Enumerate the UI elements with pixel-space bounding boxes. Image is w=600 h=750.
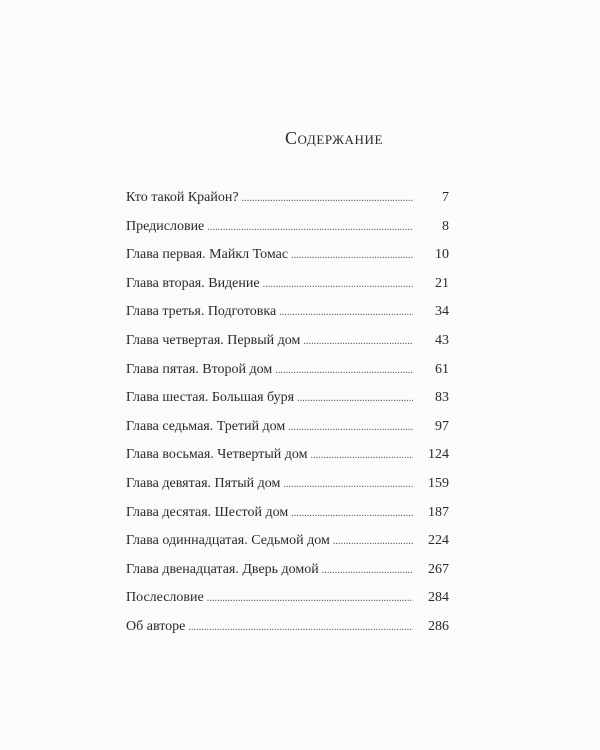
toc-entry-page: 10	[435, 247, 449, 263]
dot-leader	[310, 442, 413, 471]
toc-entry-page: 61	[435, 361, 449, 377]
toc-entry-page: 159	[428, 475, 449, 491]
toc-entry	[126, 499, 449, 528]
toc-entry	[126, 613, 449, 642]
dot-leader	[283, 471, 413, 500]
dot-leader	[333, 528, 413, 557]
toc-entry-label: Послесловие	[126, 590, 204, 606]
toc-entry	[126, 470, 449, 499]
toc-entry-label: Кто такой Крайон?	[126, 190, 239, 205]
dot-leader	[207, 585, 413, 614]
toc-entry-label: Глава четвертая. Первый дом	[126, 332, 301, 348]
toc-entry-label: Глава двенадцатая. Дверь домой	[126, 561, 319, 577]
toc-entry-label: Об авторе	[126, 618, 186, 634]
toc-entry-page: 286	[428, 618, 449, 634]
toc-entry	[126, 527, 449, 556]
toc-entry-label: Глава шестая. Большая буря	[126, 390, 295, 406]
dot-leader	[303, 328, 413, 357]
dot-leader	[279, 299, 413, 328]
toc-entry	[126, 556, 449, 585]
dot-leader	[297, 385, 413, 414]
dot-leader	[291, 242, 413, 271]
toc-entry	[126, 184, 449, 213]
toc-entry	[126, 384, 449, 413]
toc-entry	[126, 327, 449, 356]
toc-entry-page: 43	[435, 332, 449, 348]
dot-leader	[291, 500, 413, 529]
toc-entry-page: 8	[442, 218, 449, 234]
toc-entry-page: 21	[435, 275, 449, 291]
toc-entry-page: 284	[428, 590, 449, 606]
toc-entry-page: 34	[435, 304, 449, 320]
dot-leader	[275, 357, 413, 386]
toc-entry-label: Глава девятая. Пятый дом	[126, 475, 281, 491]
toc-entry	[126, 584, 449, 613]
toc-entry-label: Глава восьмая. Четвертый дом	[126, 447, 308, 463]
toc-entry-label: Глава третья. Подготовка	[126, 304, 277, 320]
toc-entry	[126, 270, 449, 299]
toc-entry	[126, 356, 449, 385]
toc-entry-page: 187	[428, 504, 449, 520]
toc-entry	[126, 298, 449, 327]
toc-entry	[126, 413, 449, 442]
toc-entry	[126, 441, 449, 470]
page-title: Содержание	[284, 128, 384, 148]
toc-entry-label: Глава десятая. Шестой дом	[126, 504, 289, 520]
toc-entry-label: Глава вторая. Видение	[126, 275, 260, 291]
toc-entry-label: Глава седьмая. Третий дом	[126, 418, 286, 434]
toc-entry-page: 97	[435, 418, 449, 434]
dot-leader	[322, 557, 413, 586]
toc-entry-page: 124	[428, 447, 449, 463]
dot-leader	[263, 271, 413, 300]
toc-entry-page: 267	[428, 561, 449, 577]
toc-entry-page: 7	[442, 190, 449, 205]
dot-leader	[188, 614, 413, 643]
toc-entry-page: 224	[428, 533, 449, 549]
table-of-contents	[126, 184, 449, 642]
toc-entry-label: Предисловие	[126, 218, 205, 234]
dot-leader	[288, 414, 413, 443]
toc-entry	[126, 241, 449, 270]
toc-entry-label: Глава первая. Майкл Томас	[126, 247, 289, 263]
dot-leader	[242, 185, 413, 214]
toc-entry-label: Глава одиннадцатая. Седьмой дом	[126, 533, 330, 549]
toc-entry	[126, 213, 449, 242]
toc-entry-page: 83	[435, 390, 449, 406]
toc-entry-label: Глава пятая. Второй дом	[126, 361, 273, 377]
dot-leader	[207, 214, 413, 243]
